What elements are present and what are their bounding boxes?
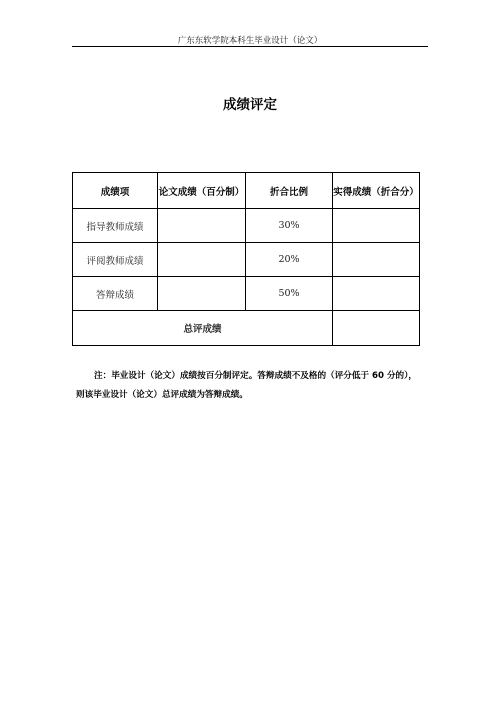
total-score-cell	[333, 311, 420, 346]
grade-table	[72, 172, 420, 346]
table-row	[73, 243, 420, 277]
page-title: 成绩评定	[223, 97, 277, 113]
row-score-cell	[158, 209, 246, 243]
row-ratio-cell: 50%	[246, 277, 333, 311]
row-item-label: 指导教师成绩	[73, 209, 158, 243]
row-converted-cell	[333, 209, 420, 243]
row-item-label: 答辩成绩	[73, 277, 158, 311]
column-header-score: 论文成绩（百分制）	[158, 173, 246, 209]
table-row	[73, 209, 420, 243]
table-header-row	[73, 173, 420, 209]
grading-note	[76, 367, 426, 405]
note-line-2: 则该毕业设计（论文）总评成绩为答辩成绩。	[76, 390, 248, 400]
row-item-label: 评阅教师成绩	[73, 243, 158, 277]
row-converted-cell	[333, 243, 420, 277]
header-divider	[72, 46, 428, 47]
row-score-cell	[158, 277, 246, 311]
note-line-1: 注：毕业设计（论文）成绩按百分制评定。答辩成绩不及格的（评分低于 60 分的），	[94, 371, 418, 381]
row-converted-cell	[333, 277, 420, 311]
table-row	[73, 277, 420, 311]
row-ratio-cell: 20%	[246, 243, 333, 277]
column-header-ratio: 折合比例	[246, 173, 333, 209]
row-ratio-cell: 30%	[246, 209, 333, 243]
column-header-converted: 实得成绩（折合分）	[333, 173, 420, 209]
total-score-label: 总评成绩	[73, 311, 333, 346]
column-header-item: 成绩项	[73, 173, 158, 209]
row-score-cell	[158, 243, 246, 277]
page-header: 广东东软学院本科生毕业设计（论文）	[177, 36, 323, 46]
total-row	[73, 311, 420, 346]
